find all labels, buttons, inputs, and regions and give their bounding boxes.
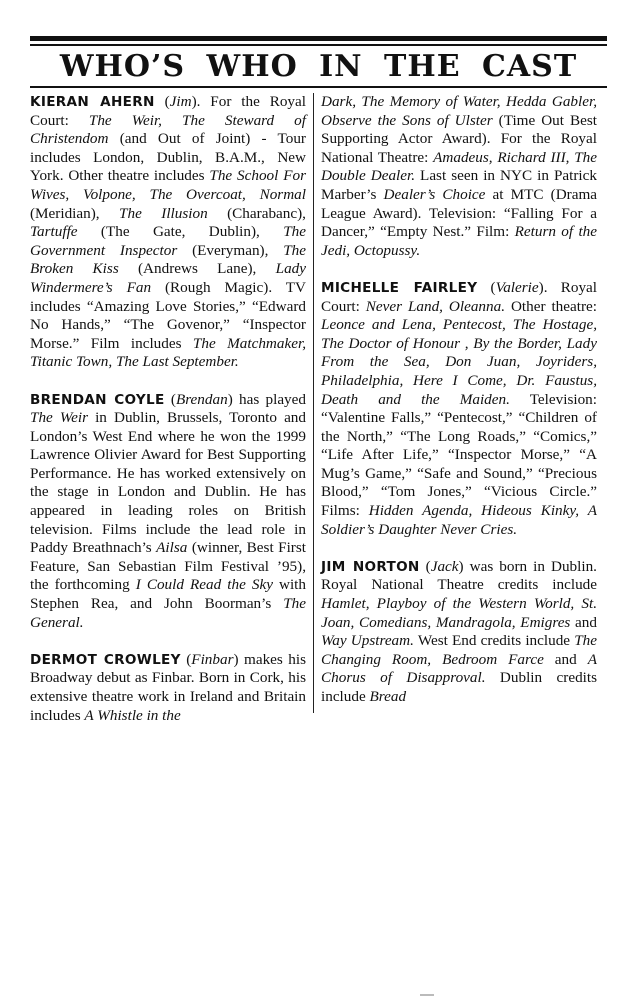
bio-text-run: ) was born in Dublin. Royal National Theatre credits include xyxy=(321,557,597,594)
bio-text-run: (Andrews Lane), xyxy=(118,260,276,278)
italic-title-text: Lady Windermere’s Fan xyxy=(30,260,306,296)
bio-text-run: and xyxy=(570,613,597,631)
italic-title-text: Bread xyxy=(369,688,407,705)
cast-name: MICHELLE FAIRLEY xyxy=(321,279,478,296)
italic-title-text: The Changing Room, Bedroom Farce xyxy=(321,632,597,668)
italic-title-text: Way Upstream. xyxy=(321,632,414,650)
cast-name: DERMOT CROWLEY xyxy=(30,651,181,668)
bio-text-run: Last seen in NYC in Patrick Marber’s xyxy=(321,167,597,203)
bio-text-run: ( xyxy=(154,93,170,110)
bio-text-run: Dublin credits include xyxy=(321,669,598,705)
header-rule-thin xyxy=(30,44,607,46)
italic-title-text: Return of the Jedi, Octopussy. xyxy=(321,223,598,259)
header-rule-bottom xyxy=(30,86,607,88)
cast-bio xyxy=(30,391,306,633)
cast-name: BRENDAN COYLE xyxy=(30,391,165,408)
italic-title-text: Hidden Agenda, Hideous Kinky, A Soldier’s Daughter Never Cries. xyxy=(321,502,597,538)
header-rule-thick xyxy=(30,36,607,41)
bio-text-run: (Rough Magic). TV includes “Amazing Love Stories,” “Edward No Hands,” “The Govenor,” “Inspector Morse.” Film includes xyxy=(30,278,307,352)
bio-text-run: and xyxy=(543,650,588,668)
bio-text-run: ). Royal Court: xyxy=(321,278,597,315)
italic-title-text: Leonce and Lena, Pentecost, The Hostage, The Doctor of Honour , By the Border, Lady From the Sea, Don Juan, Joyriders, Philadelphia, Here I Come, Dr. Faustus, Death and the Maiden. xyxy=(321,316,597,408)
bio-text-run: (Everyman), xyxy=(177,241,284,259)
italic-title-text: Valerie xyxy=(495,278,539,296)
cast-bio-text xyxy=(321,279,597,538)
bio-text-run: (The Gate, Dublin), xyxy=(77,223,284,241)
bio-text-run: with Stephen Rea, and John Boorman’s xyxy=(30,576,306,613)
cast-bio xyxy=(30,651,306,725)
bio-text-run: Other theatre: xyxy=(505,297,597,315)
bio-text-run: (Charabanc), xyxy=(207,204,306,222)
cast-bio-text xyxy=(30,93,306,370)
italic-title-text: A Whistle in the xyxy=(84,706,181,724)
cast-entry-kieran-ahern xyxy=(30,93,306,372)
bio-text-run: ( xyxy=(477,278,496,296)
page-mark xyxy=(420,994,434,996)
bio-text-run: (Meridian), xyxy=(30,204,120,222)
bio-text-run: ). For the Royal Court: xyxy=(30,93,306,129)
cast-bio-text xyxy=(30,391,306,631)
cast-bio xyxy=(321,93,597,260)
italic-title-text: Jack xyxy=(430,557,459,575)
italic-title-text: Jim xyxy=(169,93,192,110)
cast-bio-text xyxy=(321,558,597,705)
bio-text-run: West End credits include xyxy=(413,632,575,650)
italic-title-text: The Illusion xyxy=(119,204,208,222)
italic-title-text: Brendan xyxy=(175,390,228,408)
italic-title-text: Hamlet, Playboy of the Western World, St. Joan, Comedians, Mandragola, Emigres xyxy=(321,595,597,631)
bio-text-run: (Time Out Best Supporting Actor Award). For the Royal National Theatre: xyxy=(321,111,597,166)
bio-text-run: in Dublin, Brussels, Toronto and London’s West End where he won the 1999 Lawrence Olivier Award for Best Supporting Performance. He has worked extensively on the stage in London and Dublin. He has appeared in leading roles on British television. Films include the lead role in Paddy Breathnach’s xyxy=(30,409,306,557)
cast-bio xyxy=(30,93,306,372)
italic-title-text: Dealer’s Choice xyxy=(383,185,486,203)
cast-bio-text xyxy=(321,93,597,259)
italic-title-text: I Could Read the Sky xyxy=(135,576,273,594)
italic-title-text: The Government Inspector xyxy=(30,223,306,259)
italic-title-text: Dark, The Memory of Water, Hedda Gabler, Observe the Sons of Ulster xyxy=(321,93,597,129)
cast-entry-brendan-coyle xyxy=(30,391,306,633)
italic-title-text: The Weir, The Steward of Christendom xyxy=(30,111,306,148)
cast-entry-michelle-fairley xyxy=(321,279,597,539)
cast-entry-dermot-crowley xyxy=(30,651,306,725)
italic-title-text: The General. xyxy=(30,595,306,631)
cast-entry-dermot-crowley-continued xyxy=(321,93,597,260)
bio-text-run: ( xyxy=(164,390,176,408)
italic-title-text: Finbar xyxy=(191,650,234,668)
cast-bio xyxy=(321,558,597,707)
bio-text-run: ) has played xyxy=(227,390,306,408)
bio-text-run: Television: “Valentine Falls,” “Pentecost,” “Children of the North,” “The Long Roads,” “Comics,” “Life After Life,” “Inspector Morse,” “A Mug’s Game,” “Safe and Sound,” “Precious Blood,” “Tom Jones,” “Vicious Circle.” Films: xyxy=(321,390,597,520)
cast-bio xyxy=(321,279,597,539)
bio-text-run: (and Out of Joint) - Tour includes London, Dublin, B.A.M., New York. Other theatre includes xyxy=(30,130,306,185)
bio-text-run: ) makes his Broadway debut as Finbar. Born in Cork, his extensive theatre work in Ireland and Britain includes xyxy=(30,650,306,724)
cast-name: KIERAN AHERN xyxy=(30,94,155,110)
right-column xyxy=(321,93,597,725)
bio-text-run: ( xyxy=(180,650,192,668)
italic-title-text: Ailsa xyxy=(156,539,188,557)
bio-text-run: ( xyxy=(419,557,431,575)
italic-title-text: The School For Wives, Volpone, The Overcoat, Normal xyxy=(30,167,306,203)
italic-title-text: The Weir xyxy=(30,409,88,427)
italic-title-text: The Broken Kiss xyxy=(30,241,306,278)
page-title: WHO’S WHO IN THE CAST xyxy=(59,49,578,84)
left-column xyxy=(30,93,306,744)
italic-title-text: The Matchmaker, Titanic Town, The Last September. xyxy=(30,334,306,371)
italic-title-text: Tartuffe xyxy=(30,223,78,241)
cast-name: JIM NORTON xyxy=(321,558,420,575)
italic-title-text: Never Land, Oleanna. xyxy=(365,297,506,315)
cast-entry-jim-norton xyxy=(321,558,597,707)
bio-text-run: (winner, Best First Feature, San Sebastian Film Festival ’95), the forthcoming xyxy=(30,539,306,594)
column-divider xyxy=(313,93,314,713)
italic-title-text: A Chorus of Disapproval. xyxy=(321,650,597,687)
bio-text-run: at MTC (Drama League Award). Television: “Falling For a Dancer,” “Empty Nest.” Film: xyxy=(321,185,598,241)
italic-title-text: Amadeus, Richard III, The Double Dealer. xyxy=(321,148,597,185)
